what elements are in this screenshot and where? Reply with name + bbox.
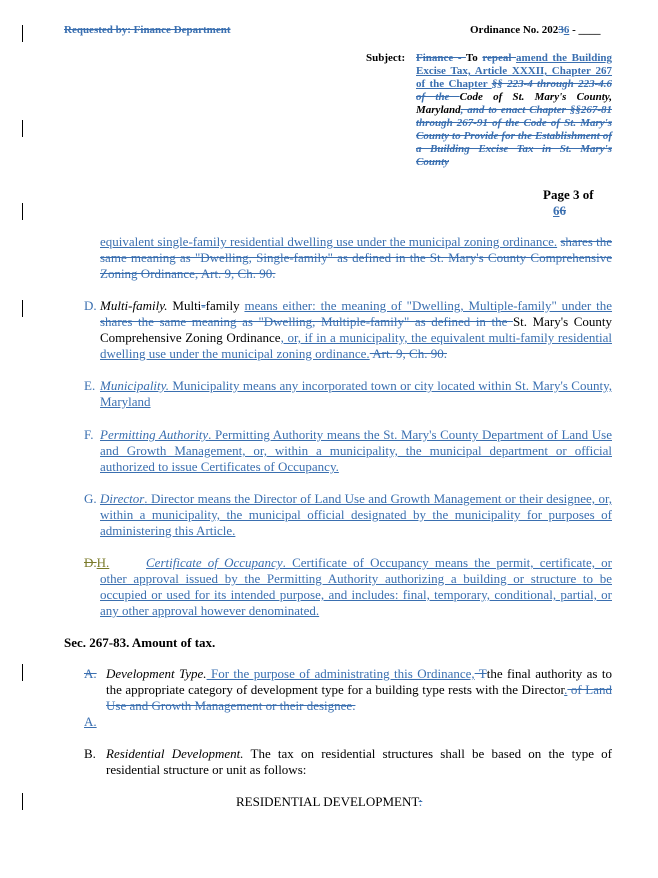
definition-term: Director [100,491,145,506]
paragraph-h [100,555,612,619]
definition-term: Certificate of Occupancy [146,555,283,570]
section-a-title: Development Type. [106,666,207,681]
section-heading: Sec. 267-83. Amount of tax. [64,635,216,650]
subject-inserted: amend the Building Excise Tax, Article XXXII, Chapter 267 of the Chapter [416,52,612,90]
inserted-text: . [564,682,568,697]
inserted-text: . Director means the Director of Land Use and Growth Management or their designee, or, within a municipality, the municipal official designated by the municipality for purposes of administering this Article. [100,491,612,538]
ordinance-suffix: - ____ [569,24,601,36]
requested-by: Requested by: Finance Department [64,24,231,36]
paragraph-f-label: F. [84,427,94,442]
section-b-label: B. [84,746,96,761]
section-a [106,666,612,714]
definition-term: Municipality. [100,378,169,393]
subject-deleted: Finance - [416,52,466,64]
ordinance-number [470,24,600,36]
deleted-text: shares the same meaning as "Dwelling, Single-family" as defined in the St. Mary's County Comprehensive Zoning Ordinance, Art. 9, Ch. 90. [100,234,613,281]
section-b [106,746,612,778]
deleted-text: shares the same meaning as "Dwelling, Multiple-family" as defined in the [100,314,513,329]
inserted-label: H. [96,555,110,570]
body-text: the final authority as to the appropriate category of development type for a building type rests with the Director [106,666,612,697]
page-total-inserted: 6 [553,203,560,218]
change-bar [22,664,23,681]
subject-text [416,52,612,169]
change-bar [22,300,23,317]
page-number-total [553,203,566,219]
inserted-text: , or, if in a municipality, the equivalent multi-family residential dwelling use under the municipal zoning ordinance. [100,330,612,361]
section-b-title: Residential Development. [106,746,244,761]
section-a-label-deleted: A. [84,666,97,681]
subject-deleted: repeal [482,52,517,64]
body-text: Multi [167,298,202,313]
ordinance-year-deleted: 3 [558,24,564,36]
section-a-new-label: A. [84,714,97,729]
paragraph-d [100,298,612,362]
definition-term: Permitting Authority [100,427,209,442]
table-title [236,794,422,810]
paragraph-e-label: E. [84,378,96,393]
paragraph-d-label: D. [84,298,97,313]
change-bar [22,793,23,810]
deleted-text: : [418,794,423,809]
body-text: The tax on residential structures shall be based on the type of residential structure or unit as follows: [106,746,612,777]
paragraph-g [100,491,612,539]
deleted-text: T [474,666,487,681]
paragraph-continued [100,234,612,282]
deleted-text: - [201,298,206,313]
page-number-prefix: Page 3 of [543,187,594,202]
table-title-text: RESIDENTIAL DEVELOPMENT [236,794,419,809]
inserted-text: . Certificate of Occupancy means the permit, certificate, or other approval issued by the Permitting Authority authorizing a building or structure to be occupied or used for its intended purpose, and includes: final, temporary, conditional, partial, or any other approval however denominated. [100,555,613,618]
subject-deleted: §§ 223-4 through 223-4.6 of the [416,78,612,103]
deleted-text: of Land Use and Growth Management or their designee. [106,682,612,713]
body-text: family [205,298,245,313]
change-bar [22,25,23,42]
page-number [543,187,594,203]
ordinance-prefix: Ordinance No. 202 [470,24,559,36]
inserted-text: For the purpose of administrating this Ordinance, [206,666,475,681]
inserted-text: Municipality means any incorporated town or city located within St. Mary's County, Maryland [100,378,612,409]
paragraph-f [100,427,612,475]
deleted-label: D. [84,555,97,570]
subject-text-plain: To [465,52,483,64]
paragraph-g-label: G. [84,491,97,506]
subject-deleted: , and to enact Chapter §§267-81 through 267-91 of the Code of St. Mary's County to Provide for the Establishment of a Building Excise Tax in St. Mary's County [416,104,612,168]
change-bar [22,120,23,137]
subject-label: Subject: [366,52,406,64]
page-total-deleted: 6 [559,203,566,218]
definition-term: Multi-family. [100,298,168,313]
ordinance-year-inserted: 6 [563,24,570,36]
inserted-text: . Permitting Authority means the St. Mary's County Department of Land Use and Growth Management, or, within a municipality, the municipal department or official authorized to issue Certificates of Occupancy. [100,427,612,474]
inserted-text: equivalent single-family residential dwelling use under the municipal zoning ordinance. [100,234,558,249]
change-bar [22,203,23,220]
body-text: St. Mary's County Comprehensive Zoning Ordinance [100,314,612,345]
subject-code-name: Code of St. Mary's County, Maryland [416,91,612,116]
paragraph-e [100,378,612,410]
deleted-text: Art. 9, Ch. 90. [369,346,447,361]
inserted-text: means either: the meaning of "Dwelling, Multiple-family" under the [244,298,613,313]
